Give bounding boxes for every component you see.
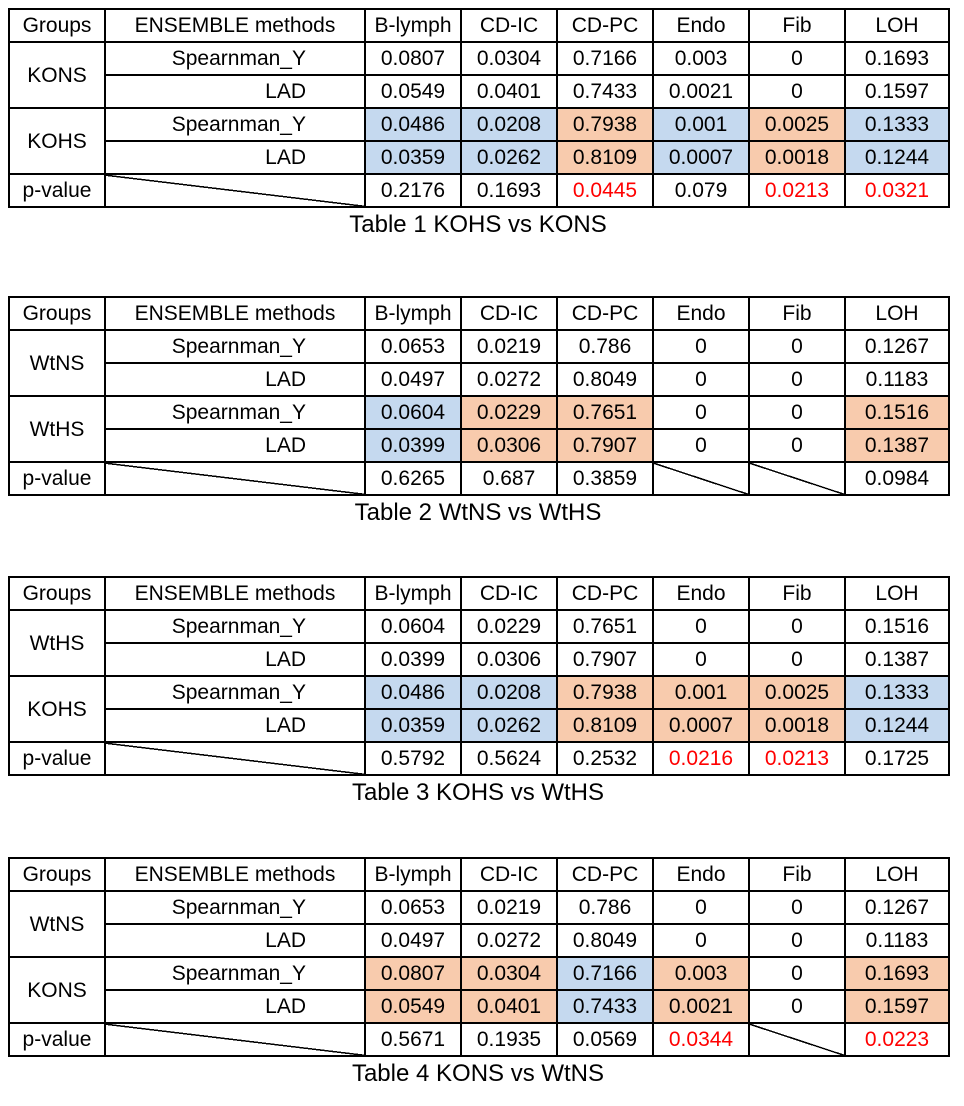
- value-cell: 0.1387: [845, 429, 949, 462]
- header-row: [9, 297, 949, 330]
- value-cell: 0.0306: [461, 429, 557, 462]
- diagonal-empty-cell: [749, 1023, 845, 1056]
- column-header: Groups: [9, 858, 105, 891]
- value-cell: 0: [653, 396, 749, 429]
- value-cell: 0: [749, 990, 845, 1023]
- table-row: [9, 610, 949, 643]
- value-cell: 0.0653: [365, 330, 461, 363]
- column-header: ENSEMBLE methods: [105, 577, 365, 610]
- pvalue-cell: 0.5624: [461, 742, 557, 775]
- value-cell: 0: [749, 429, 845, 462]
- group-label: WtNS: [9, 330, 105, 396]
- column-header: Endo: [653, 9, 749, 42]
- value-cell: 0.0262: [461, 141, 557, 174]
- pvalue-row: [9, 742, 949, 775]
- data-table: [8, 857, 950, 1057]
- value-cell: 0.0399: [365, 429, 461, 462]
- column-header: CD-PC: [557, 858, 653, 891]
- value-cell: 0: [749, 75, 845, 108]
- value-cell: 0.1387: [845, 643, 949, 676]
- value-cell: 0.0272: [461, 924, 557, 957]
- method-cell: Spearnman_Y: [105, 330, 365, 363]
- column-header: Fib: [749, 297, 845, 330]
- column-header: B-lymph: [365, 297, 461, 330]
- value-cell: 0.0401: [461, 75, 557, 108]
- pvalue-row: [9, 462, 949, 495]
- value-cell: 0.001: [653, 108, 749, 141]
- table-caption: Table 4 KONS vs WtNS: [351, 1060, 605, 1087]
- value-cell: 0.8049: [557, 363, 653, 396]
- value-cell: 0.0219: [461, 891, 557, 924]
- column-header: CD-IC: [461, 9, 557, 42]
- value-cell: 0: [749, 610, 845, 643]
- value-cell: 0.7433: [557, 75, 653, 108]
- method-cell: Spearnman_Y: [105, 676, 365, 709]
- table-row: [9, 990, 949, 1023]
- pvalue-cell: 0.0445: [557, 174, 653, 207]
- value-cell: 0.003: [653, 42, 749, 75]
- header-row: [9, 858, 949, 891]
- table-caption: Table 1 KOHS vs KONS: [349, 211, 607, 238]
- pvalue-cell: 0.1693: [461, 174, 557, 207]
- table-row: [9, 396, 949, 429]
- value-cell: 0.0497: [365, 924, 461, 957]
- column-header: LOH: [845, 858, 949, 891]
- column-header: B-lymph: [365, 9, 461, 42]
- pvalue-label: p-value: [9, 742, 105, 775]
- value-cell: 0.7651: [557, 610, 653, 643]
- value-cell: 0: [749, 891, 845, 924]
- pvalue-label: p-value: [9, 174, 105, 207]
- column-header: LOH: [845, 577, 949, 610]
- diagonal-empty-cell: [105, 742, 365, 775]
- data-table: [8, 8, 950, 208]
- column-header: Groups: [9, 9, 105, 42]
- data-table: [8, 296, 950, 496]
- value-cell: 0.0304: [461, 42, 557, 75]
- value-cell: 0.1516: [845, 610, 949, 643]
- column-header: Groups: [9, 577, 105, 610]
- column-header: CD-PC: [557, 297, 653, 330]
- pvalue-cell: 0.5671: [365, 1023, 461, 1056]
- value-cell: 0.0272: [461, 363, 557, 396]
- value-cell: 0.1183: [845, 924, 949, 957]
- group-label: WtHS: [9, 610, 105, 676]
- method-cell: LAD: [105, 924, 365, 957]
- column-header: ENSEMBLE methods: [105, 858, 365, 891]
- header-row: [9, 9, 949, 42]
- column-header: CD-IC: [461, 297, 557, 330]
- diagonal-empty-cell: [105, 1023, 365, 1056]
- column-header: Fib: [749, 858, 845, 891]
- table-caption: Table 3 KOHS vs WtHS: [351, 779, 605, 806]
- value-cell: 0.7651: [557, 396, 653, 429]
- table-row: [9, 709, 949, 742]
- header-row: [9, 577, 949, 610]
- value-cell: 0: [749, 643, 845, 676]
- pvalue-cell: 0.0344: [653, 1023, 749, 1056]
- value-cell: 0.8109: [557, 141, 653, 174]
- value-cell: 0: [749, 957, 845, 990]
- method-cell: LAD: [105, 363, 365, 396]
- value-cell: 0: [749, 330, 845, 363]
- group-label: WtHS: [9, 396, 105, 462]
- value-cell: 0.0018: [749, 141, 845, 174]
- method-cell: Spearnman_Y: [105, 108, 365, 141]
- table-row: [9, 363, 949, 396]
- table-row: [9, 429, 949, 462]
- column-header: Endo: [653, 297, 749, 330]
- diagonal-empty-cell: [105, 174, 365, 207]
- value-cell: 0: [653, 924, 749, 957]
- table-row: [9, 957, 949, 990]
- value-cell: 0.1597: [845, 990, 949, 1023]
- value-cell: 0: [749, 396, 845, 429]
- group-label: WtNS: [9, 891, 105, 957]
- table-row: [9, 108, 949, 141]
- column-header: LOH: [845, 297, 949, 330]
- pvalue-row: [9, 1023, 949, 1056]
- value-cell: 0: [653, 891, 749, 924]
- method-cell: Spearnman_Y: [105, 957, 365, 990]
- value-cell: 0.0262: [461, 709, 557, 742]
- value-cell: 0.0486: [365, 676, 461, 709]
- pvalue-cell: 0.2532: [557, 742, 653, 775]
- value-cell: 0.1693: [845, 42, 949, 75]
- value-cell: 0.7166: [557, 42, 653, 75]
- group-label: KOHS: [9, 676, 105, 742]
- diagonal-empty-cell: [653, 462, 749, 495]
- value-cell: 0: [653, 363, 749, 396]
- table-row: [9, 42, 949, 75]
- column-header: Groups: [9, 297, 105, 330]
- method-cell: LAD: [105, 990, 365, 1023]
- method-cell: LAD: [105, 75, 365, 108]
- value-cell: 0: [653, 643, 749, 676]
- pvalue-label: p-value: [9, 1023, 105, 1056]
- value-cell: 0.003: [653, 957, 749, 990]
- method-cell: LAD: [105, 643, 365, 676]
- table-block: [8, 296, 956, 530]
- pvalue-cell: 0.2176: [365, 174, 461, 207]
- column-header: B-lymph: [365, 858, 461, 891]
- value-cell: 0: [749, 363, 845, 396]
- table-row: [9, 330, 949, 363]
- pvalue-cell: 0.6265: [365, 462, 461, 495]
- value-cell: 0: [653, 330, 749, 363]
- group-label: KONS: [9, 42, 105, 108]
- pvalue-cell: 0.1935: [461, 1023, 557, 1056]
- value-cell: 0.0807: [365, 42, 461, 75]
- value-cell: 0.1333: [845, 676, 949, 709]
- value-cell: 0.0229: [461, 610, 557, 643]
- value-cell: 0.1597: [845, 75, 949, 108]
- value-cell: 0.0549: [365, 990, 461, 1023]
- diagonal-empty-cell: [749, 462, 845, 495]
- pvalue-cell: 0.0569: [557, 1023, 653, 1056]
- column-header: CD-IC: [461, 577, 557, 610]
- table-row: [9, 141, 949, 174]
- table-block: [8, 857, 956, 1091]
- value-cell: 0.8049: [557, 924, 653, 957]
- pvalue-cell: 0.3859: [557, 462, 653, 495]
- value-cell: 0.0025: [749, 108, 845, 141]
- value-cell: 0.786: [557, 891, 653, 924]
- value-cell: 0: [653, 429, 749, 462]
- value-cell: 0.1693: [845, 957, 949, 990]
- column-header: Endo: [653, 577, 749, 610]
- value-cell: 0.1183: [845, 363, 949, 396]
- value-cell: 0.0807: [365, 957, 461, 990]
- pvalue-cell: 0.0213: [749, 174, 845, 207]
- column-header: B-lymph: [365, 577, 461, 610]
- value-cell: 0.0604: [365, 396, 461, 429]
- value-cell: 0.7433: [557, 990, 653, 1023]
- column-header: ENSEMBLE methods: [105, 297, 365, 330]
- pvalue-cell: 0.687: [461, 462, 557, 495]
- method-cell: LAD: [105, 429, 365, 462]
- value-cell: 0.0306: [461, 643, 557, 676]
- pvalue-cell: 0.0213: [749, 742, 845, 775]
- column-header: ENSEMBLE methods: [105, 9, 365, 42]
- pvalue-cell: 0.5792: [365, 742, 461, 775]
- value-cell: 0.7938: [557, 676, 653, 709]
- value-cell: 0.8109: [557, 709, 653, 742]
- value-cell: 0.0304: [461, 957, 557, 990]
- value-cell: 0.0401: [461, 990, 557, 1023]
- value-cell: 0.0219: [461, 330, 557, 363]
- pvalue-cell: 0.0984: [845, 462, 949, 495]
- pvalue-cell: 0.0321: [845, 174, 949, 207]
- value-cell: 0.0007: [653, 141, 749, 174]
- group-label: KOHS: [9, 108, 105, 174]
- value-cell: 0.1516: [845, 396, 949, 429]
- value-cell: 0.001: [653, 676, 749, 709]
- value-cell: 0.1244: [845, 141, 949, 174]
- method-cell: LAD: [105, 141, 365, 174]
- pvalue-label: p-value: [9, 462, 105, 495]
- value-cell: 0: [653, 610, 749, 643]
- column-header: Fib: [749, 577, 845, 610]
- pvalue-row: [9, 174, 949, 207]
- value-cell: 0.7907: [557, 643, 653, 676]
- value-cell: 0.1267: [845, 330, 949, 363]
- table-row: [9, 924, 949, 957]
- value-cell: 0.0653: [365, 891, 461, 924]
- value-cell: 0.1244: [845, 709, 949, 742]
- value-cell: 0.1333: [845, 108, 949, 141]
- value-cell: 0.7938: [557, 108, 653, 141]
- group-label: KONS: [9, 957, 105, 1023]
- method-cell: Spearnman_Y: [105, 396, 365, 429]
- table-row: [9, 75, 949, 108]
- value-cell: 0.0208: [461, 108, 557, 141]
- table-block: [8, 576, 956, 810]
- method-cell: Spearnman_Y: [105, 891, 365, 924]
- column-header: CD-PC: [557, 9, 653, 42]
- value-cell: 0.7166: [557, 957, 653, 990]
- value-cell: 0.0021: [653, 75, 749, 108]
- value-cell: 0.0208: [461, 676, 557, 709]
- value-cell: 0.0018: [749, 709, 845, 742]
- pvalue-cell: 0.0223: [845, 1023, 949, 1056]
- value-cell: 0.0359: [365, 141, 461, 174]
- data-table: [8, 576, 950, 776]
- value-cell: 0.0229: [461, 396, 557, 429]
- pvalue-cell: 0.1725: [845, 742, 949, 775]
- column-header: CD-PC: [557, 577, 653, 610]
- method-cell: Spearnman_Y: [105, 610, 365, 643]
- value-cell: 0.0021: [653, 990, 749, 1023]
- table-block: [8, 8, 956, 242]
- value-cell: 0.786: [557, 330, 653, 363]
- method-cell: Spearnman_Y: [105, 42, 365, 75]
- value-cell: 0.1267: [845, 891, 949, 924]
- value-cell: 0.0399: [365, 643, 461, 676]
- value-cell: 0.0497: [365, 363, 461, 396]
- value-cell: 0.0486: [365, 108, 461, 141]
- value-cell: 0.0359: [365, 709, 461, 742]
- value-cell: 0: [749, 924, 845, 957]
- value-cell: 0.0604: [365, 610, 461, 643]
- table-row: [9, 891, 949, 924]
- column-header: LOH: [845, 9, 949, 42]
- method-cell: LAD: [105, 709, 365, 742]
- value-cell: 0.0549: [365, 75, 461, 108]
- value-cell: 0: [749, 42, 845, 75]
- table-row: [9, 643, 949, 676]
- value-cell: 0.7907: [557, 429, 653, 462]
- column-header: CD-IC: [461, 858, 557, 891]
- pvalue-cell: 0.0216: [653, 742, 749, 775]
- column-header: Endo: [653, 858, 749, 891]
- column-header: Fib: [749, 9, 845, 42]
- table-row: [9, 676, 949, 709]
- pvalue-cell: 0.079: [653, 174, 749, 207]
- value-cell: 0.0025: [749, 676, 845, 709]
- value-cell: 0.0007: [653, 709, 749, 742]
- diagonal-empty-cell: [105, 462, 365, 495]
- table-caption: Table 2 WtNS vs WtHS: [354, 499, 602, 526]
